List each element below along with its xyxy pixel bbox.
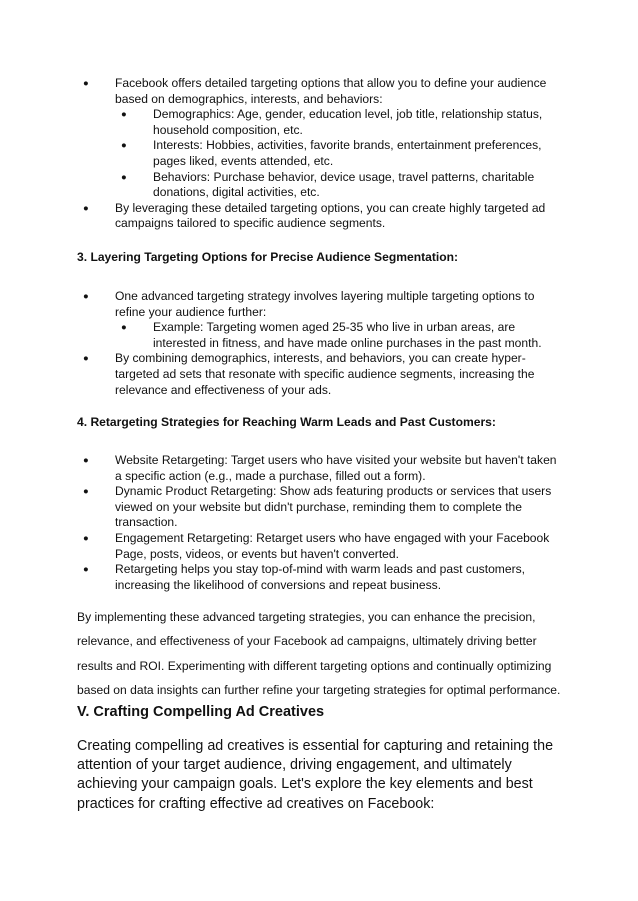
list-item	[77, 201, 563, 232]
section-5-intro: Creating compelling ad creatives is essential for capturing and retaining the attention of your target audience, driving engagement, and ultimately achieving your campaign goals. Let's explore the key elements and best practices for crafting effective ad creatives on Facebook:	[77, 738, 554, 812]
section-4-title: 4. Retargeting Strategies for Reaching Warm Leads and Past Customers:	[77, 415, 496, 429]
list-item	[77, 484, 563, 531]
list-item-text: Dynamic Product Retargeting: Show ads featuring products or services that users viewed on your website but didn't purchase, reminding them to complete the transaction.	[115, 484, 552, 530]
list-item-text: By leveraging these detailed targeting options, you can create highly targeted ad campaigns tailored to specific audience segments.	[115, 200, 546, 231]
list-item-text: Website Retargeting: Target users who have visited your website but haven't taken a specific action (e.g., made a purchase, filled out a form).	[115, 453, 557, 483]
list-item	[77, 531, 563, 562]
list-item	[77, 351, 563, 398]
sub-list-item	[115, 138, 565, 169]
section-3-list	[0, 289, 565, 398]
section-3-title: 3. Layering Targeting Options for Precise Audience Segmentation:	[77, 250, 459, 264]
sub-list-item	[115, 107, 565, 138]
list-item	[77, 453, 563, 484]
targeting-options-list	[0, 76, 565, 232]
list-item-text: Retargeting helps you stay top-of-mind with warm leads and past customers, increasing the likelihood of conversions and repeat business.	[115, 562, 526, 592]
sub-list-item-text: Example: Targeting women aged 25-35 who live in urban areas, are interested in fitness, and have made online purchases in the past month.	[153, 320, 542, 350]
list-item-text: Engagement Retargeting: Retarget users who have engaged with your Facebook Page, posts, videos, or events but haven't converted.	[115, 530, 550, 561]
section-4-list	[0, 453, 563, 593]
list-item-text: One advanced targeting strategy involves layering multiple targeting options to refine your audience further:	[115, 289, 535, 319]
list-item	[77, 562, 563, 593]
list-item-text: Facebook offers detailed targeting options that allow you to define your audience based on demographics, interests, and behaviors:	[115, 76, 547, 106]
list-item	[77, 289, 563, 320]
list-item-text: By combining demographics, interests, and behaviors, you can create hyper-targeted ad sets that resonate with specific audience segments, increasing the relevance and effectiveness of your ads.	[115, 351, 535, 397]
section-5-heading: V. Crafting Compelling Ad Creatives	[77, 704, 325, 720]
sub-list-item-text: Interests: Hobbies, activities, favorite brands, entertainment preferences, pages liked, events attended, etc.	[153, 138, 542, 168]
sub-list-item	[115, 320, 565, 351]
list-item	[77, 76, 563, 107]
sub-list-item-text: Demographics: Age, gender, education level, job title, relationship status, household composition, etc.	[153, 107, 543, 137]
sub-list-item-text: Behaviors: Purchase behavior, device usage, travel patterns, charitable donations, digital activities, etc.	[153, 169, 535, 200]
summary-paragraph: By implementing these advanced targeting strategies, you can enhance the precision, relevance, and effectiveness of your Facebook ad campaigns, ultimately driving better results and ROI. Experimenting with different targeting options and continually optimizing based on data insights can further refine your targeting strategies for optimal performance.	[77, 610, 561, 697]
sub-list-item	[115, 170, 565, 201]
